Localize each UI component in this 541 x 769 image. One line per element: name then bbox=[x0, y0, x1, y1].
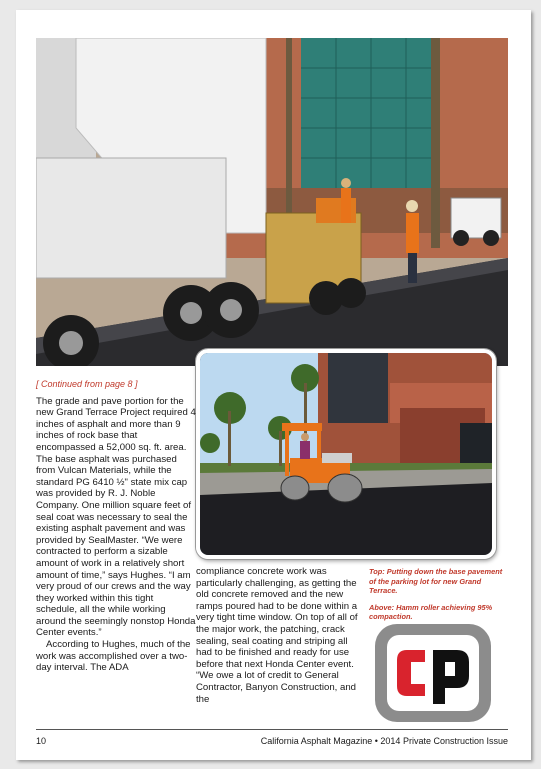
cp-logo bbox=[373, 622, 493, 724]
article-paragraph: The grade and pave portion for the new Grand Terrace Project required 4 inches of asphalt and more than 9 inches of rock base that encompassed a 52,000 sq. ft. area. The base asphalt was purchased from Vulcan Materials, while the standard PG 6410 ½" state mix cap was provided by R. J. Noble Company. One million square feet of seal coat was necessary to seal the existing asphalt pavement and was provided by SealMaster. “We were contracted to perform a sizable amount of work in a relatively short amount of time,” says Hughes. “I am very proud of our crews and the way they worked within this tight schedule, all the while working around the seemingly nonstop Honda Center events.” bbox=[36, 395, 196, 639]
page-number: 10 bbox=[36, 736, 47, 746]
continued-note: [ Continued from page 8 ] bbox=[36, 379, 138, 389]
paving-truck-photo bbox=[36, 38, 508, 366]
roller-compaction-photo bbox=[196, 349, 496, 559]
magazine-issue: California Asphalt Magazine • 2014 Private Construction Issue bbox=[260, 736, 508, 746]
caption-top: Top: Putting down the base pavement of the parking lot for new Grand Terrace. bbox=[369, 567, 503, 596]
caption-above: Above: Hamm roller achieving 95% compaction. bbox=[369, 602, 493, 622]
article-column-2 bbox=[196, 566, 361, 705]
photo-captions bbox=[369, 567, 509, 629]
article-column-1 bbox=[36, 379, 196, 674]
article-paragraph: compliance concrete work was particularly challenging, as getting the old concrete removed and the new ramps poured had to be done within a very tight time window. On top of all of the major work, the patching, crack sealing, seal coating and striping all had to be finished and ready for use before that next Honda Center event. “We owe a lot of credit to General Contractor, Banyon Construction, and the bbox=[196, 566, 358, 705]
footer-rule bbox=[36, 729, 508, 730]
article-paragraph: According to Hughes, much of the work was accomplished over a two-day interval. The ADA bbox=[36, 639, 191, 674]
